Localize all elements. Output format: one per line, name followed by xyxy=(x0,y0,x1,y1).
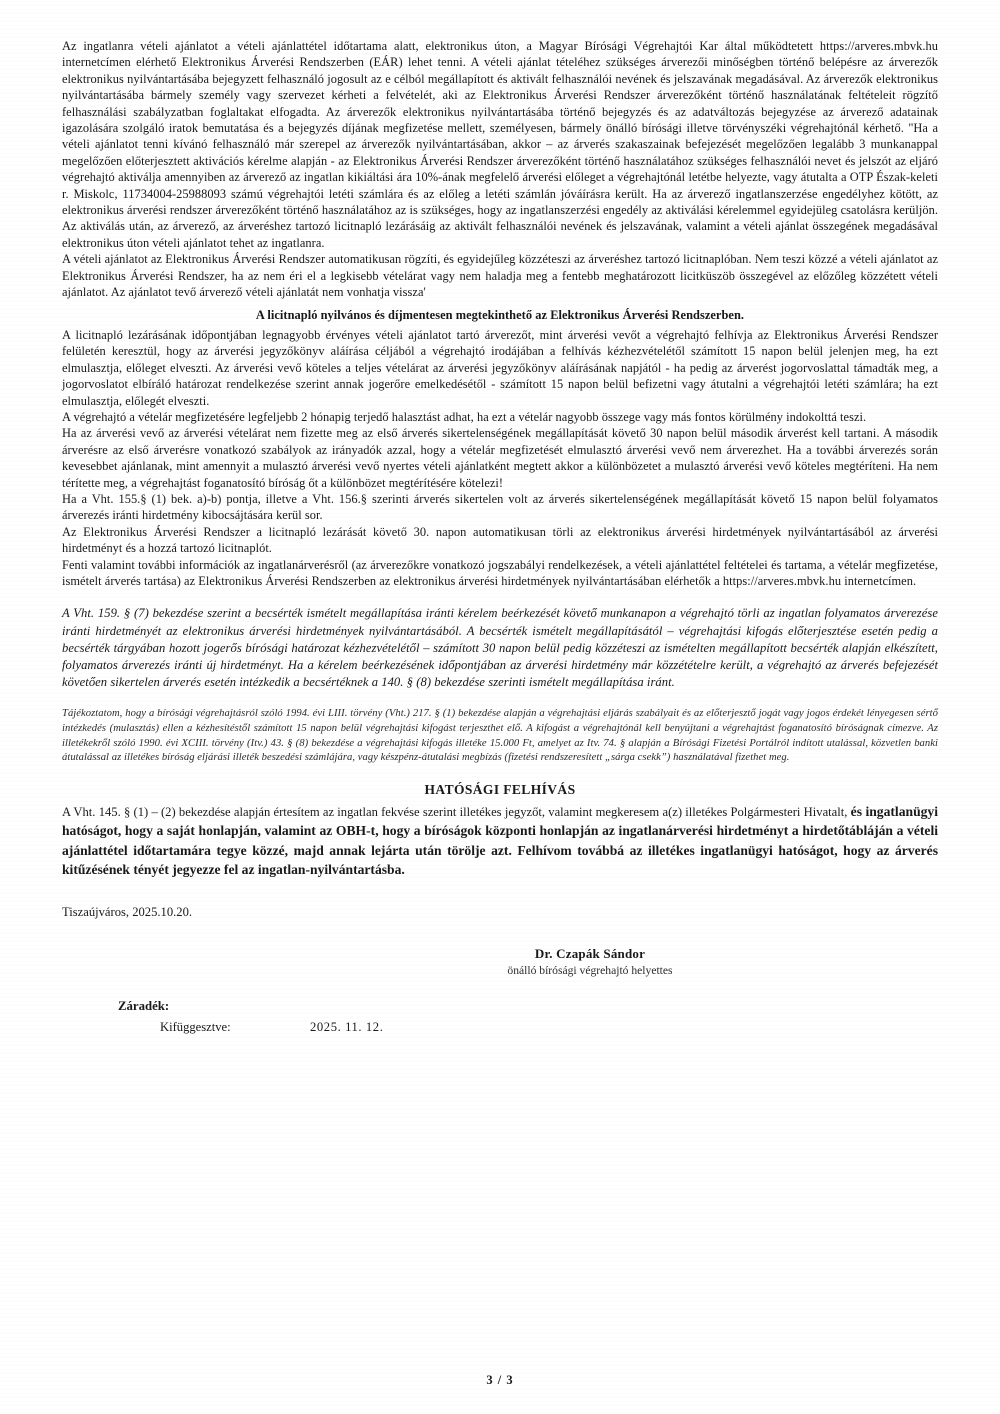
paragraph-unsuccessful-auction: Ha a Vht. 155.§ (1) bek. a)-b) pontja, illetve a Vht. 156.§ szerinti árverés sikertelen volt az árverés sikertelenségének megállapítását követő 15 napon belül folyamatos árverezés iránti hirdetmény kibocsájtására kerül sor. xyxy=(62,491,938,523)
paragraph-automatic-deletion: Az Elektronikus Árverési Rendszer a licitnapló lezárását követő 30. napon automatikusan törli az elektronikus árverési hirdetmények nyilvántartásából az árverési hirdetményt és a hozzá tartozó licitnaplót. xyxy=(62,524,938,556)
place-and-date: Tiszaújváros, 2025.10.20. xyxy=(62,905,193,920)
signatory-name: Dr. Czapák Sándor xyxy=(534,946,646,962)
intro-section xyxy=(62,38,938,589)
hatosagi-bold-span: és ingatlanügyi hatóságot, hogy a saját honlapján, valamint az OBH-t, hogy a bíróságok központi honlapján az ingatlanárverési hirdetményt a hirdetőtábláján a vételi ajánlattétel időtartamára tegye közzé, majd annak lejárta után törölje azt. Felhívom továbbá az illetékes ingatlanügyi hatóságot, hogy az árverés kitűzésének tényét jegyezze fel az ingatlan-nyilvántartásba. xyxy=(62,803,938,878)
zaradek-label: Záradék: xyxy=(118,999,170,1014)
hatosagi-intro-span: A Vht. 145. § (1) – (2) bekezdése alapján értesítem az ingatlan fekvése szerint illetékes jegyzőt, valamint megkeresem a(z) illetékes Polgármesteri Hivatalt, xyxy=(62,804,848,819)
paragraph-bid-registration: A vételi ajánlatot az Elektronikus Árverési Rendszer automatikusan rögzíti, és egyidejűleg közzéteszi az árveréshez tartozó licitnaplóban. Nem teszi közzé a vételi ajánlatot az Elektronikus Árverési Rendszer, ha az nem éri el a legkisebb vételárat vagy nem haladja meg a fentebb meghatározott licitküszöb összegével az előzőleg közzétett vételi ajánlatot. Az ajánlatot tevő árverező vételi ajánlatát nem vonhatja vissza' xyxy=(62,252,938,300)
legal-remedy-notice xyxy=(62,707,938,765)
hatosagi-felhivas-body xyxy=(62,802,938,880)
paragraph-payment-deferral: A végrehajtó a vételár megfizetésére legfeljebb 2 hónapig terjedő halasztást adhat, ha ezt a vételár nagyobb összege vagy más fontos körülmény indokolttá teszi. xyxy=(62,409,867,424)
paragraph-legal-remedy: Tájékoztatom, hogy a bírósági végrehajtásról szóló 1994. évi LIII. törvény (Vht.) 217. § (1) bekezdése alapján a végrehajtási eljárás szabályait és az előterjesztő jogát vagy jogos érdekét lényegesen sértő intézkedés (mulasztás) ellen a kézhesítéstől számított 15 napon belül végrehajtási kifogást terjeszthet elő. A kifogást a végrehajtónál kell benyújtani a végrehajtást foganatosító bíróságnak címezve. Az illetékekről szóló 1990. évi XCIII. törvény (Itv.) 43. § (8) bekezdése a végrehajtási kifogás illetéke 15.000 Ft, amelyet az Itv. 74. § alapján a Bírósági Fizetési Portálról indított utalással, közvetlen banki átutalással az illetékes bíróság eljárási illeték beszedési számlájára, vagy készpénz-átutalási megbízás (fizetési rendszeresített „sárga csekk”) használatával fizethet meg. xyxy=(62,708,938,764)
zaradek-block xyxy=(62,999,938,1035)
page-number: 3 / 3 xyxy=(486,1373,514,1387)
paragraph-second-auction: Ha az árverési vevő az árverési vételárat nem fizette meg az első árverés sikertelenségének megállapítását követő 30 napon belül második árverést kell tartani. A második árverésre az első árverésre vonatkozó szabályok az irányadók azzal, hogy a vételár megfizetését elmulasztó árverési vevő nem árverezhet. Ha a további árverezés során kevesebbet ajánlanak, mint amennyit a mulasztó árverési vevő nyertes vételi ajánlatként megtett akkor a különbözetet a mulasztó árverési vevő köteles megtéríteni. Ha nem térítette meg, a végrehajtást foganatosító bíróság őt a különbözet megtérítésére kötelezi! xyxy=(62,426,938,490)
hatosagi-intro-text xyxy=(62,802,938,880)
licitnaplo-notice: A licitnapló nyilvános és díjmentesen megtekinthető az Elektronikus Árverési Rendszerben. xyxy=(255,307,745,322)
zaradek-row xyxy=(118,1020,938,1035)
paragraph-closing-bid: A licitnapló lezárásának időpontjában legnagyobb érvényes vételi ajánlatot tartó árverezőt, mint árverési vevőt a végrehajtó felhívja az Elektronikus Árverési Rendszer felületén keresztül, hogy az árverési jegyzőkönyv aláírása céljából a végrehajtó irodájában a felhívás kézhezvételétől számított 15 napon belül jelenjen meg, ha ezt elmulasztja, előleget elveszti. Az árverési vevő köteles a teljes vételárat az árverési jegyzőkönyv aláírásának napjától - ha pedig az árverést jogorvoslattal támadták meg, a jogorvoslatot elbíráló határozat rendelkezése szerint annak jogerőre emelkedésétől - számított 15 napon belül befizetni vagy átutalni a végrehajtói letéti számlára; ha ezt elmulasztja, előlegét elveszti. xyxy=(62,327,938,408)
zaradek-key: Kifüggesztve: xyxy=(160,1020,231,1035)
paragraph-vht-159: A Vht. 159. § (7) bekezdése szerint a becsérték ismételt megállapítása iránti kérelem beérkezését követő munkanapon a végrehajtó törli az ingatlan folyamatos árverezése iránti hirdetményét az elektronikus árverési hirdetmények nyilvántartásából. A becsérték ismételt megállapításától – végrehajtási kifogás előterjesztése esetén pedig a becsérték tárgyában hozott jogerős bírósági határozat kézhezvételétől – számított 30 napon belül pedig közzéteszi az ismételten megállapított becsérték alapján elkészített, folyamatos árverezés iránti új hirdetményt. Ha a kérelem beérkezésének időpontjában az árverési hirdetmény már közzétételre került, a végrehajtó az árverés befejezését követően sikertelen árverés esetén intézkedik a becsértéknek a 140. § (8) bekezdése szerinti ismételt megállapítása iránt. xyxy=(62,606,938,690)
vht-159-section xyxy=(62,605,938,691)
signatory-role: önálló bírósági végrehajtó helyettes xyxy=(507,964,673,978)
zaradek-value: 2025. 11. 12. xyxy=(310,1020,384,1035)
hatosagi-felhivas-title: HATÓSÁGI FELHÍVÁS xyxy=(424,781,576,797)
signature-block xyxy=(62,946,938,977)
paragraph-auction-system: Az ingatlanra vételi ajánlatot a vételi ajánlattétel időtartama alatt, elektronikus úton, a Magyar Bírósági Végrehajtói Kar által működtetett https://arveres.mbvk.hu internetcímen elérhető Elektronikus Árverési Rendszerben (EÁR) lehet tenni. A vételi ajánlat tételéhez szükséges árverezői minőségben történő belépésre az árverezők elektronikus nyilvántartásába bejegyzett felhasználó jogosult az e célból megállapított és aktivált felhasználói nevének és jelszavának megadásával. Az árverezők elektronikus nyilvántartásába bármely személy vagy szervezet kérheti a felvételét, aki az Elektronikus Árverési Rendszer árverezőként történő használatának feltételeit rögzítő felhasználási szabályzatban foglaltakat elfogadta. Az árverezők elektronikus nyilvántartásába történő bejegyzés és az adatváltozás bejegyzése az árverező adatainak igazolására szolgáló iratok bemutatása és a bejegyzés díjának megfizetése mellett, személyesen, bármely önálló bírósági illetve törvényszéki végrehajtónál kérhető. "Ha a vételi ajánlatot tenni kívánó felhasználó már szerepel az árverezők nyilvántartásában, akkor – az árverés szakaszainak befejezését megelőzően legalább 3 munkanappal megelőzően előterjesztett aktivációs kérelme alapján - az Elektronikus Árverési Rendszer árverezőként történő használatához szükséges felhasználói nevet és jelszót az eljáró végrehajtó aktiválja amennyiben az árverező az ingatlan kikiáltási ára 10%-ának megfelelő árverési előleget a végrehajtónál letétbe helyezte, vagy átutalta a OTP Észak-keleti r. Miskolc, 11734004-25988093 számú végrehajtói letéti számlára és az előleg a letéti számlán jóváírásra került. Ha az árverező ingatlanszerzése engedélyhez kötött, az elektronikus árverési rendszer árverezőként történő használatához az is szükséges, hogy az ingatlanszerzési engedély az aktiválási kérelemmel egyidejüleg csatolásra kerüljön. Az aktiválás után, az árverező, az árveréshez tartozó licitnapló lezárásáig az aktivált felhasználói nevének és jelszavának, valamint a vételi ajánlat összegének megadásával elektronikus úton vételi ajánlatot tehet az ingatlanra. xyxy=(62,39,938,250)
paragraph-further-information: Fenti valamint további információk az ingatlanárverésről (az árverezőkre vonatkozó jogszabályi rendelkezések, a vételi ajánlattétel feltételei és tartama, a vételár megfizetése, ismételt árverés tartása) az Elektronikus Árverési Rendszerben az elektronikus árverési hirdetmények nyilvántartásában elérhetők a https://arveres.mbvk.hu internetcímen. xyxy=(62,557,938,588)
